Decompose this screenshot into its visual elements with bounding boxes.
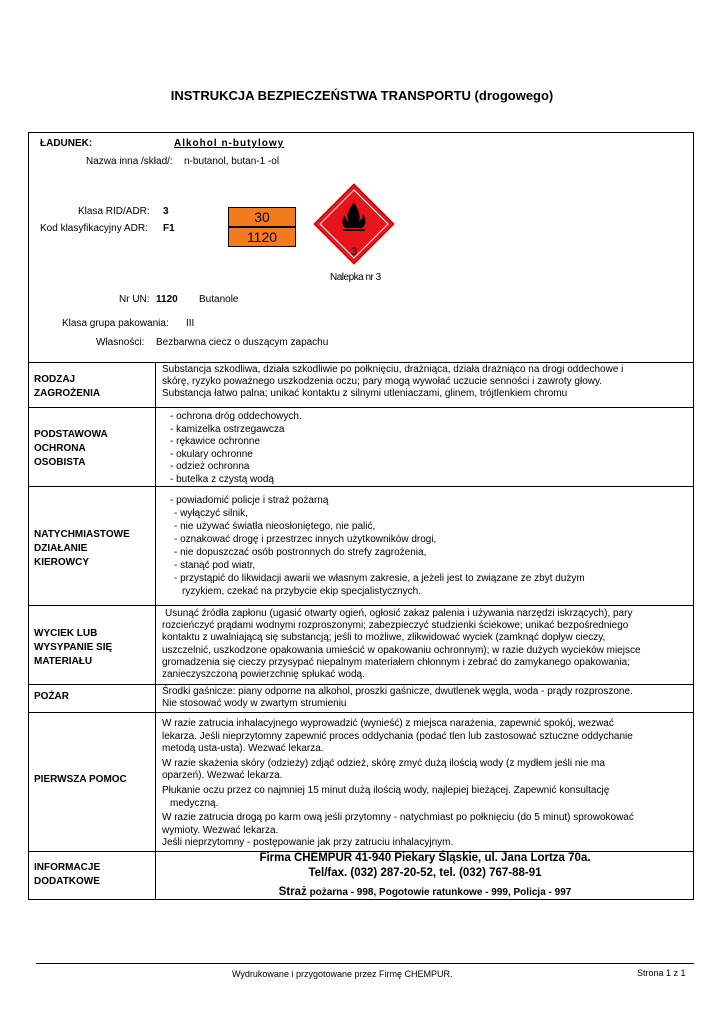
fire-label: POŻAR bbox=[34, 691, 69, 702]
document-title: INSTRUKCJA BEZPIECZEŃSTWA TRANSPORTU (drogowego) bbox=[170, 88, 554, 103]
list-item: - stanąć pod wiatr, bbox=[174, 560, 256, 571]
divider bbox=[28, 684, 694, 685]
firstaid-text: W razie zatrucia inhalacyjnego wyprowadzić (wynieść) z miejsca narażenia, zapewnić spokój, wezwać lekarza. Jeśli nieprzytomny zapewnić proces oddychania (podać tlen lub zastosować sztuczne oddychanie metodą usta-usta). Wezwać lekarza. W razie skażenia skóry (odzieży) zdjąć odzież, skórę zmyć dużą ilością wody (z mydłem jeśli nie ma oparzeń). Wezwać lekarza. Płukanie oczu przez co najmniej 15 minut dużą ilością wody, najlepiej bieżącej. Zapewnić konsultację medyczną. W razie zatrucia drogą po karm ową jeśli przytomny - natychmiast po połknięciu (do 5 minut) sprowokować wymioty. Wezwać lekarza. Jeśli nieprzytomny - postępowanie jak przy zatruciu inhalacyjnym. bbox=[162, 718, 634, 849]
driver-list bbox=[170, 494, 698, 598]
code-label: Kod klasyfikacyjny ADR: bbox=[40, 223, 148, 234]
list-item: - okulary ochronne bbox=[170, 448, 253, 460]
flammable-diamond-icon bbox=[312, 182, 396, 266]
emergency-line: Straż pożarna - 998, Pogotowie ratunkowe - 999, Policja - 997 bbox=[278, 886, 572, 898]
list-item: - ochrona dróg oddechowych. bbox=[170, 411, 302, 422]
diamond-number: 3 bbox=[350, 246, 358, 258]
page-number: Strona 1 z 1 bbox=[637, 968, 686, 978]
list-item: - rękawice ochronne bbox=[170, 436, 261, 447]
alt-name-label: Nazwa inna /skład/: bbox=[86, 156, 173, 167]
list-item: - butelka z czystą wodą bbox=[170, 473, 274, 485]
hazard-label: RODZAJ ZAGROŻENIA bbox=[34, 374, 101, 399]
spill-text: Usunąć źródła zapłonu (ugasić otwarty ogień, ogłosić zakaz palenia i używania narzędzi iskrzących), pary rozcieńczyć prądami wodnymi rozproszonymi; zabezpieczyć studzienki ściekowe; unikać bezpośredniego kontaktu z uwalniającą się substancją; jeśli to możliwe, zlikwidować wyciek (zamknąć dopływ cieczy, uszczelnić, uszkodzone opakowania umieścić w opakowaniu ochronnym); w razie dużych wycieków miejsce gromadzenia się cieczy przysypać niepalnym materiałem chłonnym i zebrać do zamykanego opakowania; zanieczyszczoną powierzchnię spłukać wodą. bbox=[162, 608, 641, 681]
fire-text: Środki gaśnicze: piany odporne na alkohol, proszki gaśnicze, dwutlenek węgla, woda - prądy rozproszone. Nie stosować wody w zwartym strumieniu bbox=[162, 686, 633, 709]
props-value: Bezbarwna ciecz o duszącym zapachu bbox=[156, 337, 329, 348]
list-item: - wyłączyć silnik, bbox=[174, 508, 248, 519]
divider bbox=[28, 712, 694, 713]
phone-line: Tel/fax. (032) 287-20-52, tel. (032) 767-88-91 bbox=[308, 867, 542, 879]
cargo-name: Alkohol n-butylowy bbox=[174, 138, 285, 149]
pack-label: Klasa grupa pakowania: bbox=[62, 318, 169, 329]
un-label: Nr UN: bbox=[119, 294, 150, 305]
rid-value: 3 bbox=[163, 206, 169, 217]
protection-list bbox=[170, 411, 698, 486]
driver-label: NATYCHMIASTOWE DZIAŁANIE KIEROWCY bbox=[34, 529, 130, 568]
protection-label: PODSTAWOWA OCHRONA OSOBISTA bbox=[34, 429, 108, 468]
list-item: - odzież ochronna bbox=[170, 461, 250, 472]
rid-label: Klasa RID/ADR: bbox=[78, 206, 150, 217]
list-item: - powiadomić policje i straż pożarną bbox=[170, 495, 329, 506]
un-name: Butanole bbox=[199, 294, 239, 305]
divider bbox=[28, 362, 694, 363]
code-value: F1 bbox=[163, 223, 175, 234]
list-item: - nie dopuszczać osób postronnych do strefy zagrożenia, bbox=[174, 547, 427, 558]
divider bbox=[28, 407, 694, 408]
spill-label: WYCIEK LUB WYSYPANIE SIĘ MATERIAŁU bbox=[34, 628, 113, 667]
list-item: ryzykiem, czekać na przybycie ekip specjalistycznych. bbox=[182, 586, 421, 597]
cargo-label: ŁADUNEK: bbox=[40, 138, 93, 149]
divider bbox=[28, 605, 694, 606]
column-divider bbox=[155, 362, 156, 899]
hazard-plate-bottom: 1120 bbox=[228, 227, 296, 247]
footer-rule bbox=[36, 963, 694, 964]
props-label: Własności: bbox=[96, 337, 145, 348]
footer-prepared: Wydrukowane i przygotowane przez Firmę CHEMPUR. bbox=[232, 969, 453, 979]
firstaid-label: PIERWSZA POMOC bbox=[34, 774, 127, 785]
list-item: - oznakować drogę i przestrzec innych użytkowników drogi, bbox=[174, 534, 437, 545]
company-line: Firma CHEMPUR 41-940 Piekary Śląskie, ul. Jana Lortza 70a. bbox=[259, 852, 591, 864]
info-label: INFORMACJE DODATKOWE bbox=[34, 862, 101, 887]
pack-value: III bbox=[186, 318, 195, 329]
list-item: - kamizelka ostrzegawcza bbox=[170, 423, 285, 435]
hazard-text: Substancja szkodliwa, działa szkodliwie po połknięciu, drażniąca, działa drażniąco na drogi oddechowe i skórę, ryzyko poważnego uszkodzenia oczu; pary mogą wywołać uczucie senności i zawroty głowy. Substancja łatwo palna; unikać kontaktu z silnymi utleniaczami, glinem, trójtlenkiem chromu bbox=[162, 364, 624, 399]
divider bbox=[28, 486, 694, 487]
list-item: - przystąpić do likwidacji awarii we własnym zakresie, a jeżeli jest to związane ze zbyt dużym bbox=[174, 573, 585, 584]
alt-name-value: n-butanol, butan-1 -ol bbox=[184, 156, 280, 167]
label-caption: Nalepka nr 3 bbox=[330, 272, 381, 283]
list-item: - nie używać światła nieosłoniętego, nie palić, bbox=[174, 521, 376, 532]
un-value: 1120 bbox=[156, 294, 178, 305]
hazard-plate-top: 30 bbox=[228, 207, 296, 227]
